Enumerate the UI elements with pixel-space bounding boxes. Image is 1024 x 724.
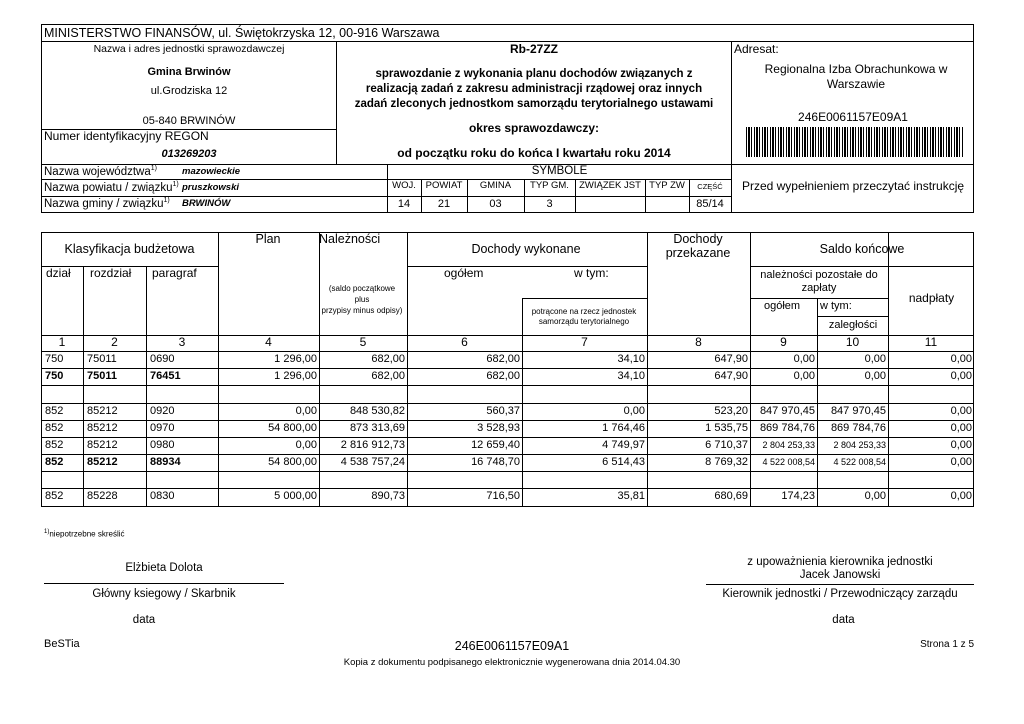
table-cell-value: 0,00 (950, 439, 972, 451)
symbol-header: WOJ. (392, 180, 416, 191)
header-potracone: potrącone na rzecz jednostek samorządu terytorialnego (531, 307, 637, 326)
table-cell-value: 0,00 (864, 490, 886, 502)
header-naleznosci-pozostale: należności pozostałe do zapłaty (760, 269, 878, 294)
unit-street: ul.Grodziska 12 (150, 85, 228, 97)
table-cell-value: 680,69 (714, 490, 748, 502)
table-cell-code: 76451 (150, 370, 181, 382)
table-cell-value: 6 710,37 (705, 439, 748, 451)
column-number: 3 (178, 335, 186, 349)
table-cell-code: 0920 (150, 405, 175, 417)
table-cell-value: 873 313,69 (349, 422, 405, 434)
table-cell-value: 2 804 253,33 (762, 440, 815, 450)
header-w-tym: w tym: (574, 266, 609, 280)
table-cell-value: 0,00 (950, 353, 972, 365)
voivodeship-label (44, 165, 157, 179)
commune-label (44, 197, 170, 211)
table-cell-value: 4 522 008,54 (762, 457, 815, 467)
table-cell-code: 88934 (150, 456, 181, 468)
header-klasyfikacja: Klasyfikacja budżetowa (64, 242, 195, 256)
footnote-mark: 1) (172, 181, 179, 188)
footnote-mark: 1) (163, 197, 170, 204)
ministry-address: MINISTERSTWO FINANSÓW, ul. Świętokrzyska 12, 00-916 Warszawa (44, 26, 440, 40)
table-cell-code: 750 (45, 353, 64, 365)
column-number: 1 (58, 335, 66, 349)
table-cell-value: 890,73 (371, 490, 405, 502)
county-label (44, 181, 179, 195)
signature-line (706, 584, 974, 585)
commune-label-text: Nazwa gminy / związku (44, 197, 164, 210)
symbol-value: 14 (397, 198, 411, 210)
table-cell-value: 54 800,00 (268, 422, 317, 434)
table-cell-value: 16 748,70 (471, 456, 520, 468)
symbol-header: TYP ZW (649, 180, 685, 191)
voivodeship-value: mazowieckie (182, 166, 241, 177)
footnote (44, 529, 125, 539)
column-number: 5 (359, 335, 367, 349)
divider (817, 316, 888, 317)
software-name: BeSTia (44, 638, 80, 650)
table-cell-code: 852 (45, 456, 64, 468)
header-dzial: dział (46, 266, 71, 280)
symbol-header: TYP GM. (530, 180, 569, 191)
header-dochody-wykonane: Dochody wykonane (471, 242, 581, 256)
table-cell-value: 523,20 (714, 405, 748, 417)
divider (387, 196, 731, 197)
table-cell-value: 0,00 (950, 490, 972, 502)
right-date: data (832, 614, 855, 626)
divider (41, 471, 974, 472)
table-cell-value: 0,00 (950, 405, 972, 417)
page-number: Strona 1 z 5 (920, 639, 974, 650)
table-cell-value: 647,90 (714, 370, 748, 382)
header-ogolem2: ogółem (764, 300, 801, 312)
naleznosci-sub3: przypisy minus odpisy) (321, 306, 403, 315)
table-cell-value: 716,50 (486, 490, 520, 502)
header-ogolem: ogółem (444, 266, 484, 280)
table-cell-value: 560,37 (486, 405, 520, 417)
table-cell-value: 0,00 (295, 439, 317, 451)
right-signer-role: Kierownik jednostki / Przewodniczący zarządu (722, 588, 958, 600)
left-signer-name: Elżbieta Dolota (125, 562, 203, 574)
county-label-text: Nazwa powiatu / związku (44, 181, 173, 194)
table-cell-value: 647,90 (714, 353, 748, 365)
table-cell-value: 682,00 (486, 370, 520, 382)
signature-line (44, 583, 284, 584)
table-cell-code: 0690 (150, 353, 175, 365)
symbol-header: GMINA (479, 180, 512, 191)
period-label: okres sprawozdawczy: (468, 121, 600, 135)
table-cell-value: 4 522 008,54 (833, 457, 886, 467)
header-naleznosci: Należności (319, 232, 381, 246)
table-cell-value: 2 816 912,73 (340, 439, 405, 451)
table-cell-value: 0,00 (950, 422, 972, 434)
table-cell-value: 12 659,40 (471, 439, 520, 451)
table-cell-value: 6 514,43 (602, 456, 645, 468)
column-number: 7 (581, 335, 588, 349)
table-cell-value: 682,00 (371, 370, 405, 382)
doc-id: 246E0061157E09A1 (798, 110, 908, 124)
table-cell-code: 852 (45, 490, 64, 502)
regon-label: Numer identyfikacyjny REGON (44, 129, 209, 143)
table-cell-value: 869 784,76 (830, 422, 886, 434)
table-cell-value: 0,00 (623, 405, 645, 417)
header-nadplaty: nadpłaty (908, 291, 955, 305)
header-divider (41, 41, 974, 42)
table-cell-value: 0,00 (295, 405, 317, 417)
table-cell-value: 35,81 (617, 490, 645, 502)
right-signer-name: Jacek Janowski (799, 569, 881, 581)
naleznosci-sub2: plus (354, 295, 370, 304)
footnote-text: niepotrzebne skreślić (49, 529, 125, 539)
form-title: sprawozdanie z wykonania planu dochodów związanych z realizacją zadań z zakresu administracji rządowej oraz innych zadań zleconych jednostkom samorządu terytorialnego ustawami (354, 68, 714, 110)
regon-value: 013269203 (161, 148, 217, 160)
commune-value: BRWINÓW (182, 198, 231, 209)
table-cell-value: 1 535,75 (705, 422, 748, 434)
table-cell-value: 848 530,82 (349, 405, 405, 417)
table-cell-code: 85212 (87, 439, 118, 451)
unit-name: Gmina Brwinów (147, 66, 231, 78)
table-cell-value: 0,00 (864, 370, 886, 382)
table-cell-value: 847 970,45 (759, 405, 815, 417)
left-date: data (132, 614, 156, 626)
instruction: Przed wypełnieniem przeczytać instrukcję (741, 179, 965, 193)
table-cell-value: 34,10 (617, 370, 645, 382)
divider (407, 266, 647, 267)
column-number: 10 (845, 335, 860, 349)
table-cell-code: 0970 (150, 422, 175, 434)
unit-label: Nazwa i adres jednostki sprawozdawczej (93, 43, 285, 55)
table-cell-code: 75011 (87, 370, 117, 382)
form-code: Rb-27ZZ (510, 42, 558, 56)
table-cell-value: 682,00 (371, 353, 405, 365)
table-cell-code: 0830 (150, 490, 175, 502)
symbol-header: POWIAT (425, 180, 463, 191)
table-cell-value: 0,00 (950, 370, 972, 382)
left-signer-role: Główny ksiegowy / Skarbnik (92, 588, 236, 600)
header-dochody-przekazane: Dochody przekazane (665, 232, 731, 260)
right-authorization: z upoważnienia kierownika jednostki (747, 556, 933, 568)
table-cell-value: 0,00 (864, 353, 886, 365)
table-cell-code: 85228 (87, 490, 118, 502)
addressee-label: Adresat: (734, 42, 779, 56)
table-cell-value: 34,10 (617, 353, 645, 365)
column-number: 2 (111, 335, 118, 349)
divider (750, 266, 974, 267)
footer-doc-id: 246E0061157E09A1 (454, 639, 570, 653)
naleznosci-sub1: (saldo początkowe (328, 284, 396, 293)
table-cell-value: 2 804 253,33 (833, 440, 886, 450)
table-cell-value: 682,00 (486, 353, 520, 365)
symbol-header: CZĘŚĆ (697, 182, 723, 191)
symbol-value: 03 (489, 198, 502, 210)
voivodeship-label-text: Nazwa województwa (44, 165, 151, 178)
table-cell-value: 5 000,00 (274, 490, 317, 502)
table-cell-value: 869 784,76 (759, 422, 815, 434)
table-cell-value: 0,00 (793, 370, 815, 382)
table-cell-value: 174,23 (781, 490, 815, 502)
table-cell-code: 85212 (87, 405, 118, 417)
barcode-icon (746, 127, 964, 157)
table-cell-value: 3 528,93 (477, 422, 520, 434)
header-plan: Plan (255, 232, 281, 246)
table-cell-code: 852 (45, 439, 64, 451)
table-cell-code: 0980 (150, 439, 175, 451)
divider (41, 385, 974, 386)
footnote-mark: 1) (44, 529, 50, 535)
header-rozdzial: rozdział (90, 266, 132, 280)
symbol-value: 3 (546, 198, 553, 210)
header-zaleglosci: zaległości (828, 319, 878, 331)
divider (41, 179, 387, 180)
symbol-value: 85/14 (696, 198, 724, 210)
column-number: 8 (695, 335, 702, 349)
table-cell-code: 750 (45, 370, 64, 382)
unit-city: 05-840 BRWINÓW (142, 115, 236, 127)
period-value: od początku roku do końca I kwartału roku 2014 (397, 146, 671, 160)
table-cell-value: 4 538 757,24 (340, 456, 405, 468)
footnote-mark: 1) (150, 165, 157, 172)
divider (522, 298, 647, 299)
symbol-header: ZWIĄZEK JST (579, 180, 641, 191)
header-w-tym2: w tym: (820, 300, 852, 312)
column-number: 11 (924, 335, 938, 349)
column-number: 9 (780, 335, 787, 349)
table-cell-code: 85212 (87, 456, 118, 468)
table-cell-value: 4 749,97 (602, 439, 645, 451)
divider (731, 41, 732, 165)
table-cell-code: 85212 (87, 422, 118, 434)
header-saldo: Saldo końcowe (819, 242, 905, 256)
table-cell-code: 75011 (87, 353, 117, 365)
table-cell-value: 847 970,45 (830, 405, 886, 417)
table-cell-code: 852 (45, 422, 64, 434)
table-cell-code: 852 (45, 405, 64, 417)
addressee: Regionalna Izba Obrachunkowa w Warszawie (764, 62, 948, 91)
column-number: 6 (461, 335, 468, 349)
table-cell-value: 0,00 (793, 353, 815, 365)
divider (750, 298, 888, 299)
table-cell-value: 0,00 (950, 456, 972, 468)
table-cell-value: 1 296,00 (274, 353, 317, 365)
symbol-value: 21 (437, 198, 451, 210)
table-cell-value: 54 800,00 (268, 456, 317, 468)
header-paragraf: paragraf (152, 266, 197, 280)
column-number: 4 (265, 335, 272, 349)
table-cell-value: 1 296,00 (274, 370, 317, 382)
county-value: pruszkowski (182, 182, 240, 193)
symbols-label: SYMBOLE (531, 165, 588, 177)
copy-note: Kopia z dokumentu podpisanego elektronicznie wygenerowana dnia 2014.04.30 (343, 657, 681, 668)
table-cell-value: 1 764,46 (602, 422, 645, 434)
table-cell-value: 8 769,32 (705, 456, 748, 468)
